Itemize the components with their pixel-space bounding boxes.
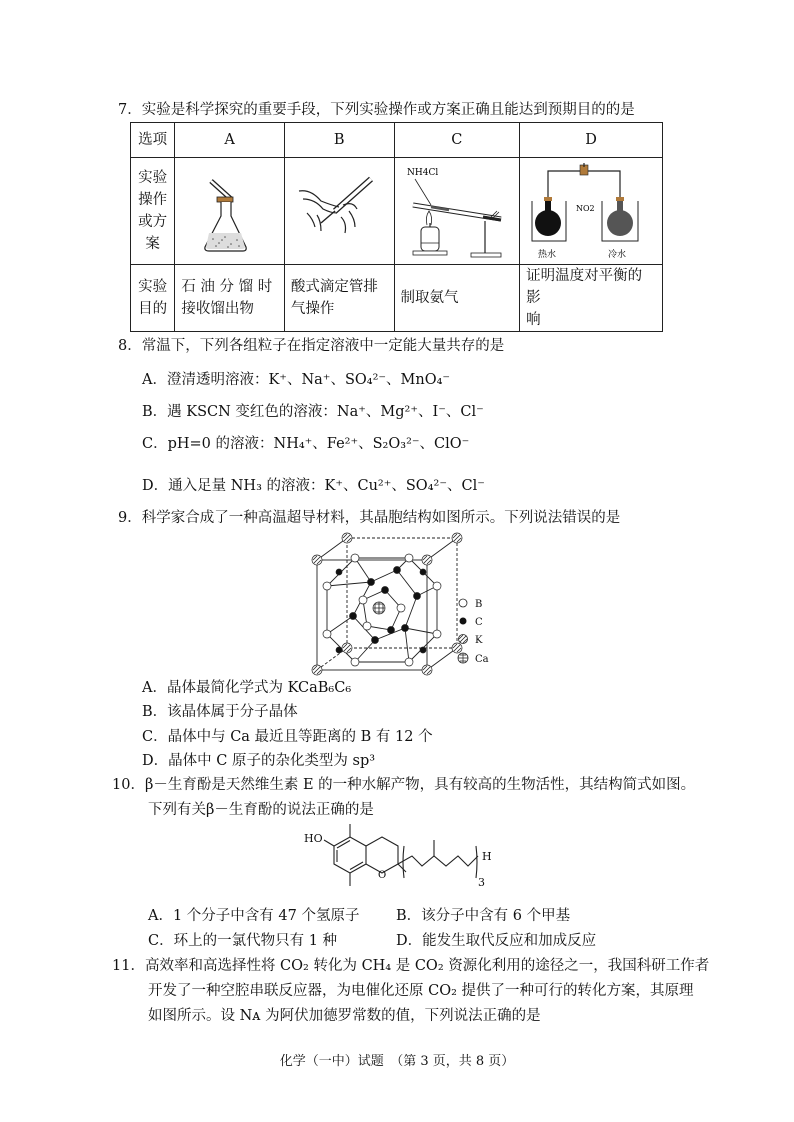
no2-label: NO2	[576, 204, 595, 213]
hydroxyl-label: HO	[304, 832, 323, 845]
header-option: 选项	[131, 123, 175, 158]
legend-k: K	[475, 635, 483, 646]
ammonia-setup-diagram	[401, 161, 505, 261]
q8-option-b: B．遇 KSCN 变红色的溶液：Na⁺、Mg²⁺、I⁻、Cl⁻	[142, 404, 484, 420]
row-label-operation	[131, 158, 175, 265]
apparatus-c-cell	[394, 158, 520, 265]
purpose-a	[175, 265, 285, 332]
purpose-line: 响	[526, 312, 541, 328]
legend-c: C	[475, 617, 483, 628]
q8-option-a: A．澄清透明溶液：K⁺、Na⁺、SO₄²⁻、MnO₄⁻	[142, 372, 451, 388]
repeat-count-label: 3	[478, 876, 485, 889]
header-b: B	[284, 123, 394, 158]
purpose-d	[520, 265, 663, 332]
row-label-line: 操作	[138, 192, 168, 208]
apparatus-b-cell	[284, 158, 394, 265]
purpose-c	[394, 265, 520, 332]
q9-option-b: B．该晶体属于分子晶体	[142, 704, 298, 720]
q7-stem: 7．实验是科学探究的重要手段，下列实验操作或方案正确且能达到预期目的的是	[118, 102, 635, 118]
crystal-cell-diagram	[305, 530, 505, 678]
row-label-line: 案	[145, 236, 160, 252]
q10-option-b: B．该分子中含有 6 个甲基	[396, 908, 571, 924]
purpose-b	[284, 265, 394, 332]
legend-b: B	[475, 599, 483, 610]
page-footer: 化学（一中）试题 （第 3 页，共 8 页）	[279, 1054, 515, 1069]
purpose-line: 酸式滴定管排	[290, 279, 378, 295]
flask-adapter-diagram	[181, 161, 269, 261]
header-d: D	[520, 123, 663, 158]
q8-option-c: C．pH=0 的溶液：NH₄⁺、Fe²⁺、S₂O₃²⁻、ClO⁻	[142, 436, 470, 452]
row-label-line: 实验	[138, 170, 168, 186]
q10-stem-line1: 10．β－生育酚是天然维生素 E 的一种水解产物，具有较高的生物活性，其结构简式如图。	[112, 777, 696, 793]
row-label-line: 实验	[138, 279, 168, 295]
q8-option-d: D．通入足量 NH₃ 的溶液：K⁺、Cu²⁺、SO₄²⁻、Cl⁻	[142, 478, 485, 494]
nh4cl-label: NH4Cl	[406, 168, 438, 178]
row-label-purpose	[131, 265, 175, 332]
q10-option-d: D．能发生取代反应和加成反应	[396, 933, 597, 949]
terminal-h-label: H	[482, 850, 492, 863]
purpose-line: 接收馏出物	[181, 301, 254, 317]
q9-stem: 9．科学家合成了一种高温超导材料，其晶胞结构如图所示。下列说法错误的是	[118, 510, 621, 526]
q7-table	[130, 122, 663, 332]
q9-option-a: A．晶体最简化学式为 KCaB₆C₆	[142, 680, 352, 696]
apparatus-d-cell	[520, 158, 663, 265]
hot-water-label: 热水	[538, 250, 557, 260]
q9-option-d: D．晶体中 C 原子的杂化类型为 sp³	[142, 753, 376, 769]
purpose-line: 气操作	[290, 301, 335, 317]
row-label-line: 或方	[138, 214, 168, 230]
purpose-line: 证明温度对平衡的影	[526, 268, 643, 306]
q10-option-a: A．1 个分子中含有 47 个氢原子	[148, 908, 360, 924]
burette-hands-diagram	[291, 161, 379, 261]
purpose-line: 石 油 分 馏 时	[181, 279, 273, 295]
tocopherol-structure	[300, 820, 500, 898]
q9-option-c: C．晶体中与 Ca 最近且等距离的 B 有 12 个	[142, 729, 433, 745]
ring-oxygen-label: O	[378, 870, 387, 881]
purpose-line: 制取氨气	[400, 290, 459, 306]
q11-line1: 11．高效率和高选择性将 CO₂ 转化为 CH₄ 是 CO₂ 资源化利用的途径之一，我国科研工作者	[112, 958, 710, 974]
q10-stem-line2: 下列有关β－生育酚的说法正确的是	[148, 802, 374, 818]
legend-ca: Ca	[475, 654, 489, 665]
row-label-line: 目的	[138, 301, 168, 317]
cold-water-label: 冷水	[608, 250, 627, 260]
no2-equilibrium-diagram	[526, 161, 648, 261]
q11-line2: 开发了一种空腔串联反应器，为电催化还原 CO₂ 提供了一种可行的转化方案，其原理	[148, 983, 694, 999]
header-c: C	[394, 123, 520, 158]
q11-line3: 如图所示。设 Nᴀ 为阿伏加德罗常数的值，下列说法正确的是	[148, 1008, 541, 1024]
header-a: A	[175, 123, 285, 158]
q8-stem: 8．常温下，下列各组粒子在指定溶液中一定能大量共存的是	[118, 338, 505, 354]
q10-option-c: C．环上的一氯代物只有 1 种	[148, 933, 338, 949]
apparatus-a-cell	[175, 158, 285, 265]
